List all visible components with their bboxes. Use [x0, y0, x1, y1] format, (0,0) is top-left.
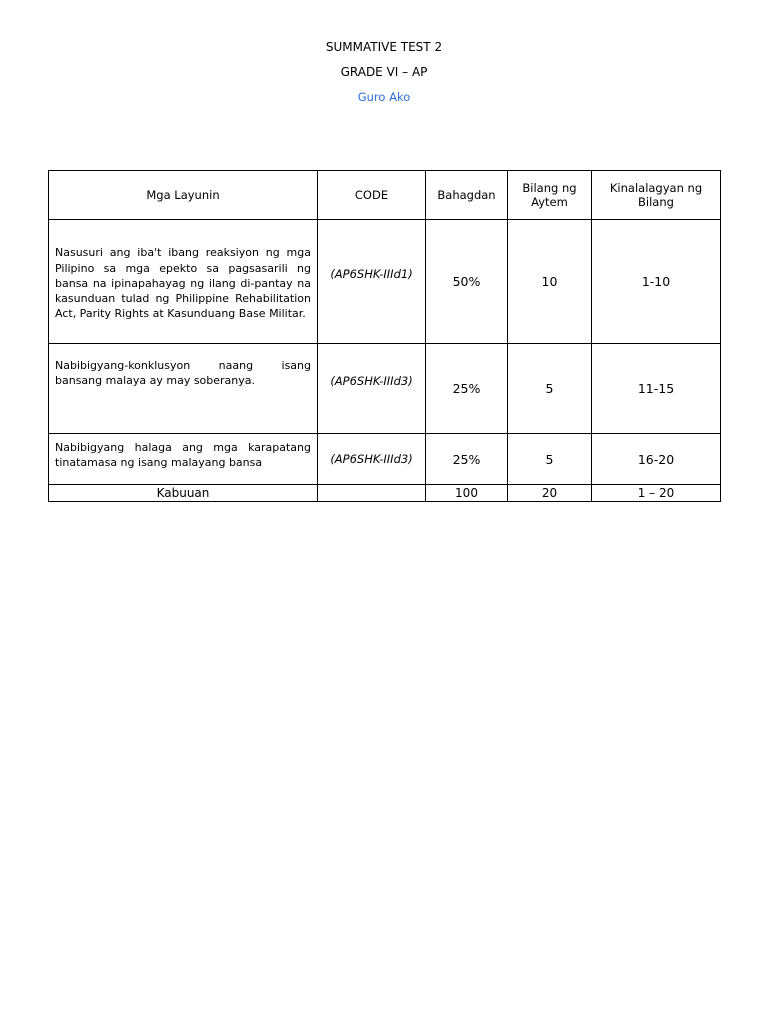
percentage-cell: 25%	[426, 344, 508, 434]
items-cell: 10	[508, 220, 592, 344]
objective-cell: Nabibigyang halaga ang mga karapatang tinatamasa ng isang malayang bansa	[49, 434, 318, 485]
header-code: CODE	[318, 171, 426, 220]
table-row	[49, 220, 721, 344]
grade-label: GRADE VI – AP	[340, 65, 428, 79]
header-placement: Kinalalagyan ng Bilang	[592, 171, 721, 220]
percentage-cell: 25%	[426, 434, 508, 485]
code-text: (AP6SHK-IIId3)	[330, 452, 413, 466]
items-cell: 5	[508, 344, 592, 434]
placement-cell: 11-15	[592, 344, 721, 434]
total-placement: 1 – 20	[592, 485, 721, 502]
total-code	[318, 485, 426, 502]
total-percentage: 100	[426, 485, 508, 502]
table-header-row	[49, 171, 721, 220]
objective-cell: Nabibigyang-konklusyon naang isang bansang malaya ay may soberanya.	[49, 344, 318, 434]
header-percentage: Bahagdan	[426, 171, 508, 220]
total-items: 20	[508, 485, 592, 502]
code-text: (AP6SHK-IIId1)	[330, 266, 413, 281]
code-cell	[318, 344, 426, 434]
table-of-specifications	[48, 170, 721, 502]
placement-cell: 1-10	[592, 220, 721, 344]
table-row	[49, 434, 721, 485]
code-text: (AP6SHK-IIId3)	[330, 373, 413, 388]
items-cell: 5	[508, 434, 592, 485]
document-title: SUMMATIVE TEST 2	[325, 40, 443, 54]
header-items: Bilang ng Aytem	[508, 171, 592, 220]
total-row	[49, 485, 721, 502]
code-cell	[318, 220, 426, 344]
table-row	[49, 344, 721, 434]
code-cell	[318, 434, 426, 485]
total-label: Kabuuan	[49, 485, 318, 502]
objective-cell: Nasusuri ang iba't ibang reaksiyon ng mga Pilipino sa mga epekto sa pagsasarili ng bansa na ipinapahayag ng ilang di-pantay na kasunduan tulad ng Philippine Rehabilitation Act, Parity Rights at Kasunduang Base Militar.	[49, 220, 318, 344]
percentage-cell: 50%	[426, 220, 508, 344]
header-objectives: Mga Layunin	[49, 171, 318, 220]
teacher-name: Guro Ako	[357, 90, 411, 104]
placement-cell: 16-20	[592, 434, 721, 485]
